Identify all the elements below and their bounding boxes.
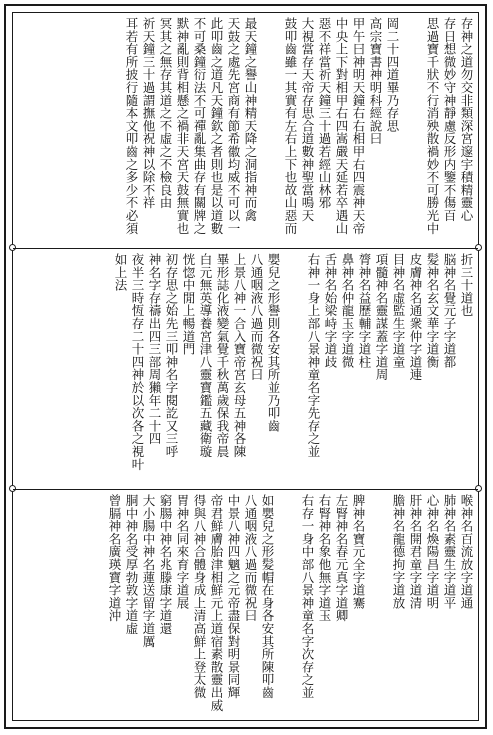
- text-column: 項髓神名靈謀蓋字道周: [374, 253, 389, 381]
- scripture-page: [4, 4, 487, 729]
- text-column: 脾神名寶元全字道騫: [351, 494, 366, 610]
- text-column: 折三十道也: [459, 253, 474, 317]
- text-column: 喉神名百流放字道通: [459, 494, 474, 610]
- text-column: 大視當存天帝存思合道數神聖當鳴天: [300, 17, 315, 222]
- text-column: 八通咽液八過而微祝曰: [243, 494, 258, 622]
- text-column: [264, 17, 281, 243]
- upper-register: [13, 13, 478, 247]
- text-column: 膂神名益歷輔字道柱: [357, 253, 372, 369]
- upper-text-columns: [15, 13, 476, 247]
- text-column: 恍惚中閒上暢道門: [181, 253, 196, 356]
- text-column: 白元無英導養宮津八靈寶鑑五藏衛璇: [198, 253, 213, 458]
- text-column: 窮腸中神名兆滕康字道還: [158, 494, 173, 635]
- text-column: 肝神名開君童字道清: [408, 494, 423, 610]
- text-column: 岡二十四道畢乃存思: [385, 17, 400, 133]
- text-column: 肺神名素靈生字道平: [442, 494, 457, 610]
- text-column: 髪神名玄文華字道衡: [425, 253, 440, 369]
- text-column: 大小腸中神名蓮送留字道厲: [141, 494, 156, 648]
- text-column: 脳神名覺元子字道都: [442, 253, 457, 369]
- text-column: 右腎神名象他無字道玉: [317, 494, 332, 622]
- text-column: 神名字存禱出四三部周獺年二十四: [147, 253, 162, 445]
- text-column: 此叩齒之道凡天鐘欽之者則也是以道數: [209, 17, 224, 235]
- text-column: 惡不祥當祈天鐘三十過若經山林邪: [317, 17, 332, 209]
- text-column: 冥其之無存其道之不虛之不檢良由: [158, 17, 173, 209]
- text-column: 初存思之始先三叩神名字閱訖又三呼: [164, 253, 179, 458]
- text-column: [372, 494, 389, 722]
- text-column: [287, 253, 304, 485]
- text-column: 心神名煥陽昌字道明: [425, 494, 440, 610]
- text-column: 如上法: [113, 253, 128, 292]
- lower-text-columns: [15, 490, 476, 726]
- text-column: 耳若有所披行隨本文叩齒之多少不必須: [124, 17, 139, 235]
- text-column: 甲午曰神明天鐘右右相甲右四震神天帝: [351, 17, 366, 235]
- text-column: 鼻神名仲龍玉字道微: [340, 253, 355, 369]
- text-column: 畢形誌化液變氣覺千秋萬歲保我帝晨: [215, 253, 230, 458]
- text-column: 舌神名始梁峙字道歧: [323, 253, 338, 369]
- text-column: 左腎神名春元真字道卿: [334, 494, 349, 622]
- text-column: [406, 17, 423, 243]
- text-column: 不可桑鐘衍法不可禪亂集曲存有關牌之: [192, 17, 207, 235]
- middle-register: [13, 248, 478, 489]
- text-column: 曾膈神名廣瑛寶字道沖: [107, 494, 122, 622]
- text-column: 膽神名龍德拘字道放: [391, 494, 406, 610]
- text-column: 中央上下對相甲右四嵩嚴天延若卒遇山: [334, 17, 349, 235]
- text-column: 祈天鐘三十過謂撫他祝神以除不祥: [141, 17, 156, 209]
- text-column: 最天鐘之譽山神精天降之洞指神而禽: [243, 17, 258, 222]
- middle-text-columns: [15, 249, 476, 489]
- text-column: 得與八神合體身成上清高鮮上登太微: [192, 494, 207, 699]
- text-column: 嬰兒之形譽則各安其所並乃叩齒: [266, 253, 281, 433]
- text-column: 鼓叩齒雖一其實有左右上下也故山惡而: [283, 17, 298, 235]
- text-column: 高宗寶書神明科經說曰: [368, 17, 383, 145]
- text-column: 右神一身上部八景神童名字先存之並: [306, 253, 321, 458]
- text-column: 默神亂則背相懸之禍非天宮天鼓無實也: [175, 17, 190, 235]
- text-column: 皮膚神名通衆仲字道連: [408, 253, 423, 381]
- text-column: 胴中神名受厚勃敦字道虛: [124, 494, 139, 635]
- text-column: 上景八神一合入寶帝宮玄母五神各陳: [232, 253, 247, 458]
- text-column: 存日想微妙守神靜慮反形内鑒不傷百: [442, 17, 457, 222]
- text-column: 天鼓之處先宮商有節希徽均威不可以一: [226, 17, 241, 235]
- text-column: 中景八神四魑之元帝盡保對明景同輝: [226, 494, 241, 699]
- text-column: 右存一身中部八景神童名字次存之並: [300, 494, 315, 699]
- text-column: 存神之道勿交非類深宮邃宇積精靈心: [459, 17, 474, 222]
- text-column: [281, 494, 298, 722]
- text-column: 胃神名同來育字道展: [175, 494, 190, 610]
- text-column: 八通咽液八過而微祝曰: [249, 253, 264, 381]
- lower-register: [13, 489, 478, 726]
- page-frame: [12, 12, 479, 721]
- text-column: 思過寶千狀不行消殃散禍妙不可勝光中: [425, 17, 440, 235]
- text-column: 帝君鮮膚胎津相鮮元上道宿素散靈出威: [209, 494, 224, 712]
- text-column: 如嬰兒之形髪帽在身各安其所陳叩齒: [260, 494, 275, 699]
- text-column: 目神名虛監生字道童: [391, 253, 406, 369]
- text-column: 夜半三時恆存二十四神於以次各之視叶: [130, 253, 145, 471]
